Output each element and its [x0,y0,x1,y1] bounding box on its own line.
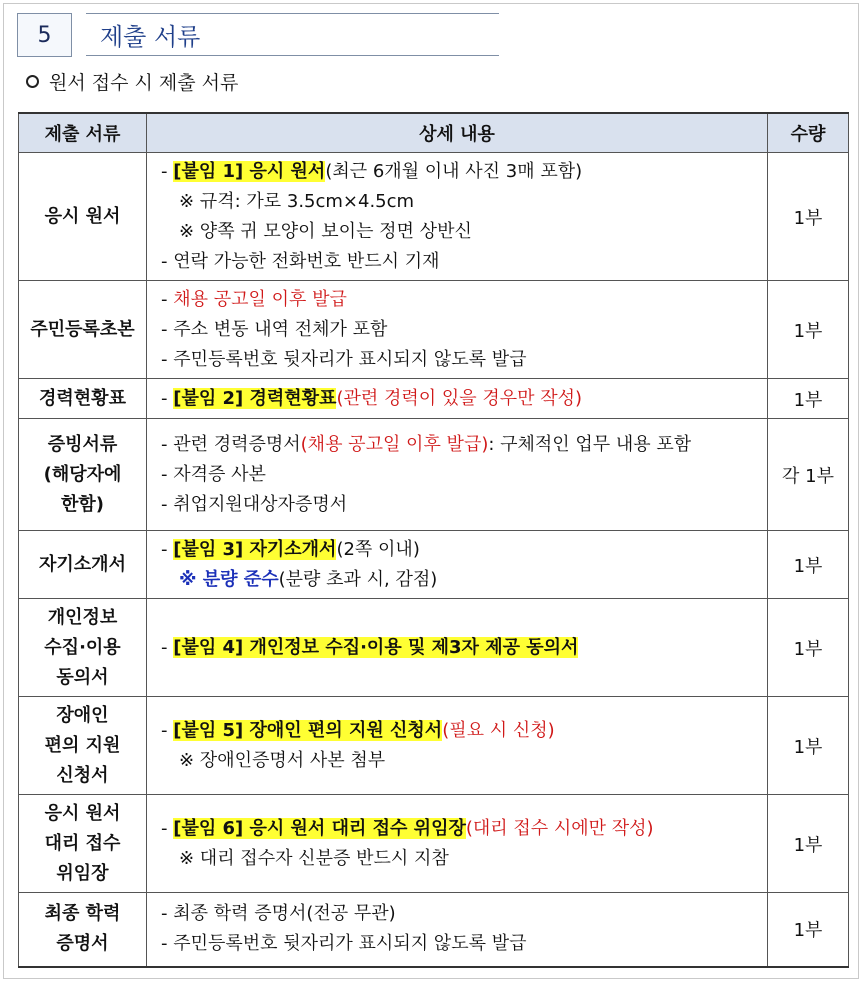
detail-cell [147,379,768,419]
detail-line: - 주민등록번호 뒷자리가 표시되지 않도록 발급 [161,348,527,370]
subheading [26,68,238,95]
detail-line: - [붙임 6] 응시 원서 대리 접수 위임장(대리 접수 시에만 작성) [161,817,654,839]
document-name: 최종 학력 증명서 [19,893,147,967]
detail-cell [147,281,768,379]
quantity: 1부 [768,697,849,795]
detail-cell [147,697,768,795]
table-header-row [19,113,849,153]
detail-line: - [붙임 5] 장애인 편의 지원 신청서(필요 시 신청) [161,719,555,741]
detail-note: ※ 장애인증명서 사본 첨부 [179,749,386,771]
table-row [19,531,849,599]
section-number: 5 [17,13,72,57]
table-row [19,419,849,531]
quantity: 각 1부 [768,419,849,531]
detail-line: - 관련 경력증명서(채용 공고일 이후 발급): 구체적인 업무 내용 포함 [161,433,692,455]
detail-cell [147,153,768,281]
documents-table [18,112,849,968]
subheading-text: 원서 접수 시 제출 서류 [49,72,239,94]
table-row [19,697,849,795]
detail-line: - 주소 변동 내역 전체가 포함 [161,318,388,340]
detail-cell [147,531,768,599]
detail-cell [147,419,768,531]
detail-line: - 채용 공고일 이후 발급 [161,288,347,310]
document-name: 응시 원서 대리 접수 위임장 [19,795,147,893]
document-name: 증빙서류 (해당자에 한함) [19,419,147,531]
detail-line: - 자격증 사본 [161,463,266,485]
detail-line: - 취업지원대상자증명서 [161,493,348,515]
detail-note: ※ 양쪽 귀 모양이 보이는 정면 상반신 [179,220,472,242]
detail-note: ※ 분량 준수(분량 초과 시, 감점) [179,568,438,590]
table-row [19,599,849,697]
quantity: 1부 [768,795,849,893]
document-name: 개인정보 수집·이용 동의서 [19,599,147,697]
quantity: 1부 [768,531,849,599]
table-row [19,379,849,419]
detail-line: - [붙임 1] 응시 원서(최근 6개월 이내 사진 3매 포함) [161,160,583,182]
document-name: 장애인 편의 지원 신청서 [19,697,147,795]
table-row [19,893,849,967]
detail-note: ※ 대리 접수자 신분증 반드시 지참 [179,847,449,869]
quantity: 1부 [768,153,849,281]
header-quantity: 수량 [768,113,849,153]
detail-cell [147,599,768,697]
document-name: 응시 원서 [19,153,147,281]
quantity: 1부 [768,281,849,379]
quantity: 1부 [768,893,849,967]
detail-line: - 주민등록번호 뒷자리가 표시되지 않도록 발급 [161,933,527,955]
detail-line: - [붙임 4] 개인정보 수집·이용 및 제3자 제공 동의서 [161,636,579,658]
quantity: 1부 [768,379,849,419]
detail-line: - [붙임 3] 자기소개서(2쪽 이내) [161,538,420,560]
document-name: 주민등록초본 [19,281,147,379]
detail-cell [147,795,768,893]
quantity: 1부 [768,599,849,697]
circle-bullet-icon [26,75,39,88]
detail-line: - [붙임 2] 경력현황표(관련 경력이 있을 경우만 작성) [161,387,583,409]
document-name: 경력현황표 [19,379,147,419]
document-name: 자기소개서 [19,531,147,599]
table-row [19,153,849,281]
table-row [19,795,849,893]
header-detail: 상세 내용 [147,113,768,153]
detail-note: ※ 규격: 가로 3.5cm×4.5cm [179,190,415,212]
detail-cell [147,893,768,967]
detail-line: - 최종 학력 증명서(전공 무관) [161,903,396,925]
table-row [19,281,849,379]
detail-line: - 연락 가능한 전화번호 반드시 기재 [161,250,440,272]
section-title: 제출 서류 [86,13,499,56]
header-document: 제출 서류 [19,113,147,153]
